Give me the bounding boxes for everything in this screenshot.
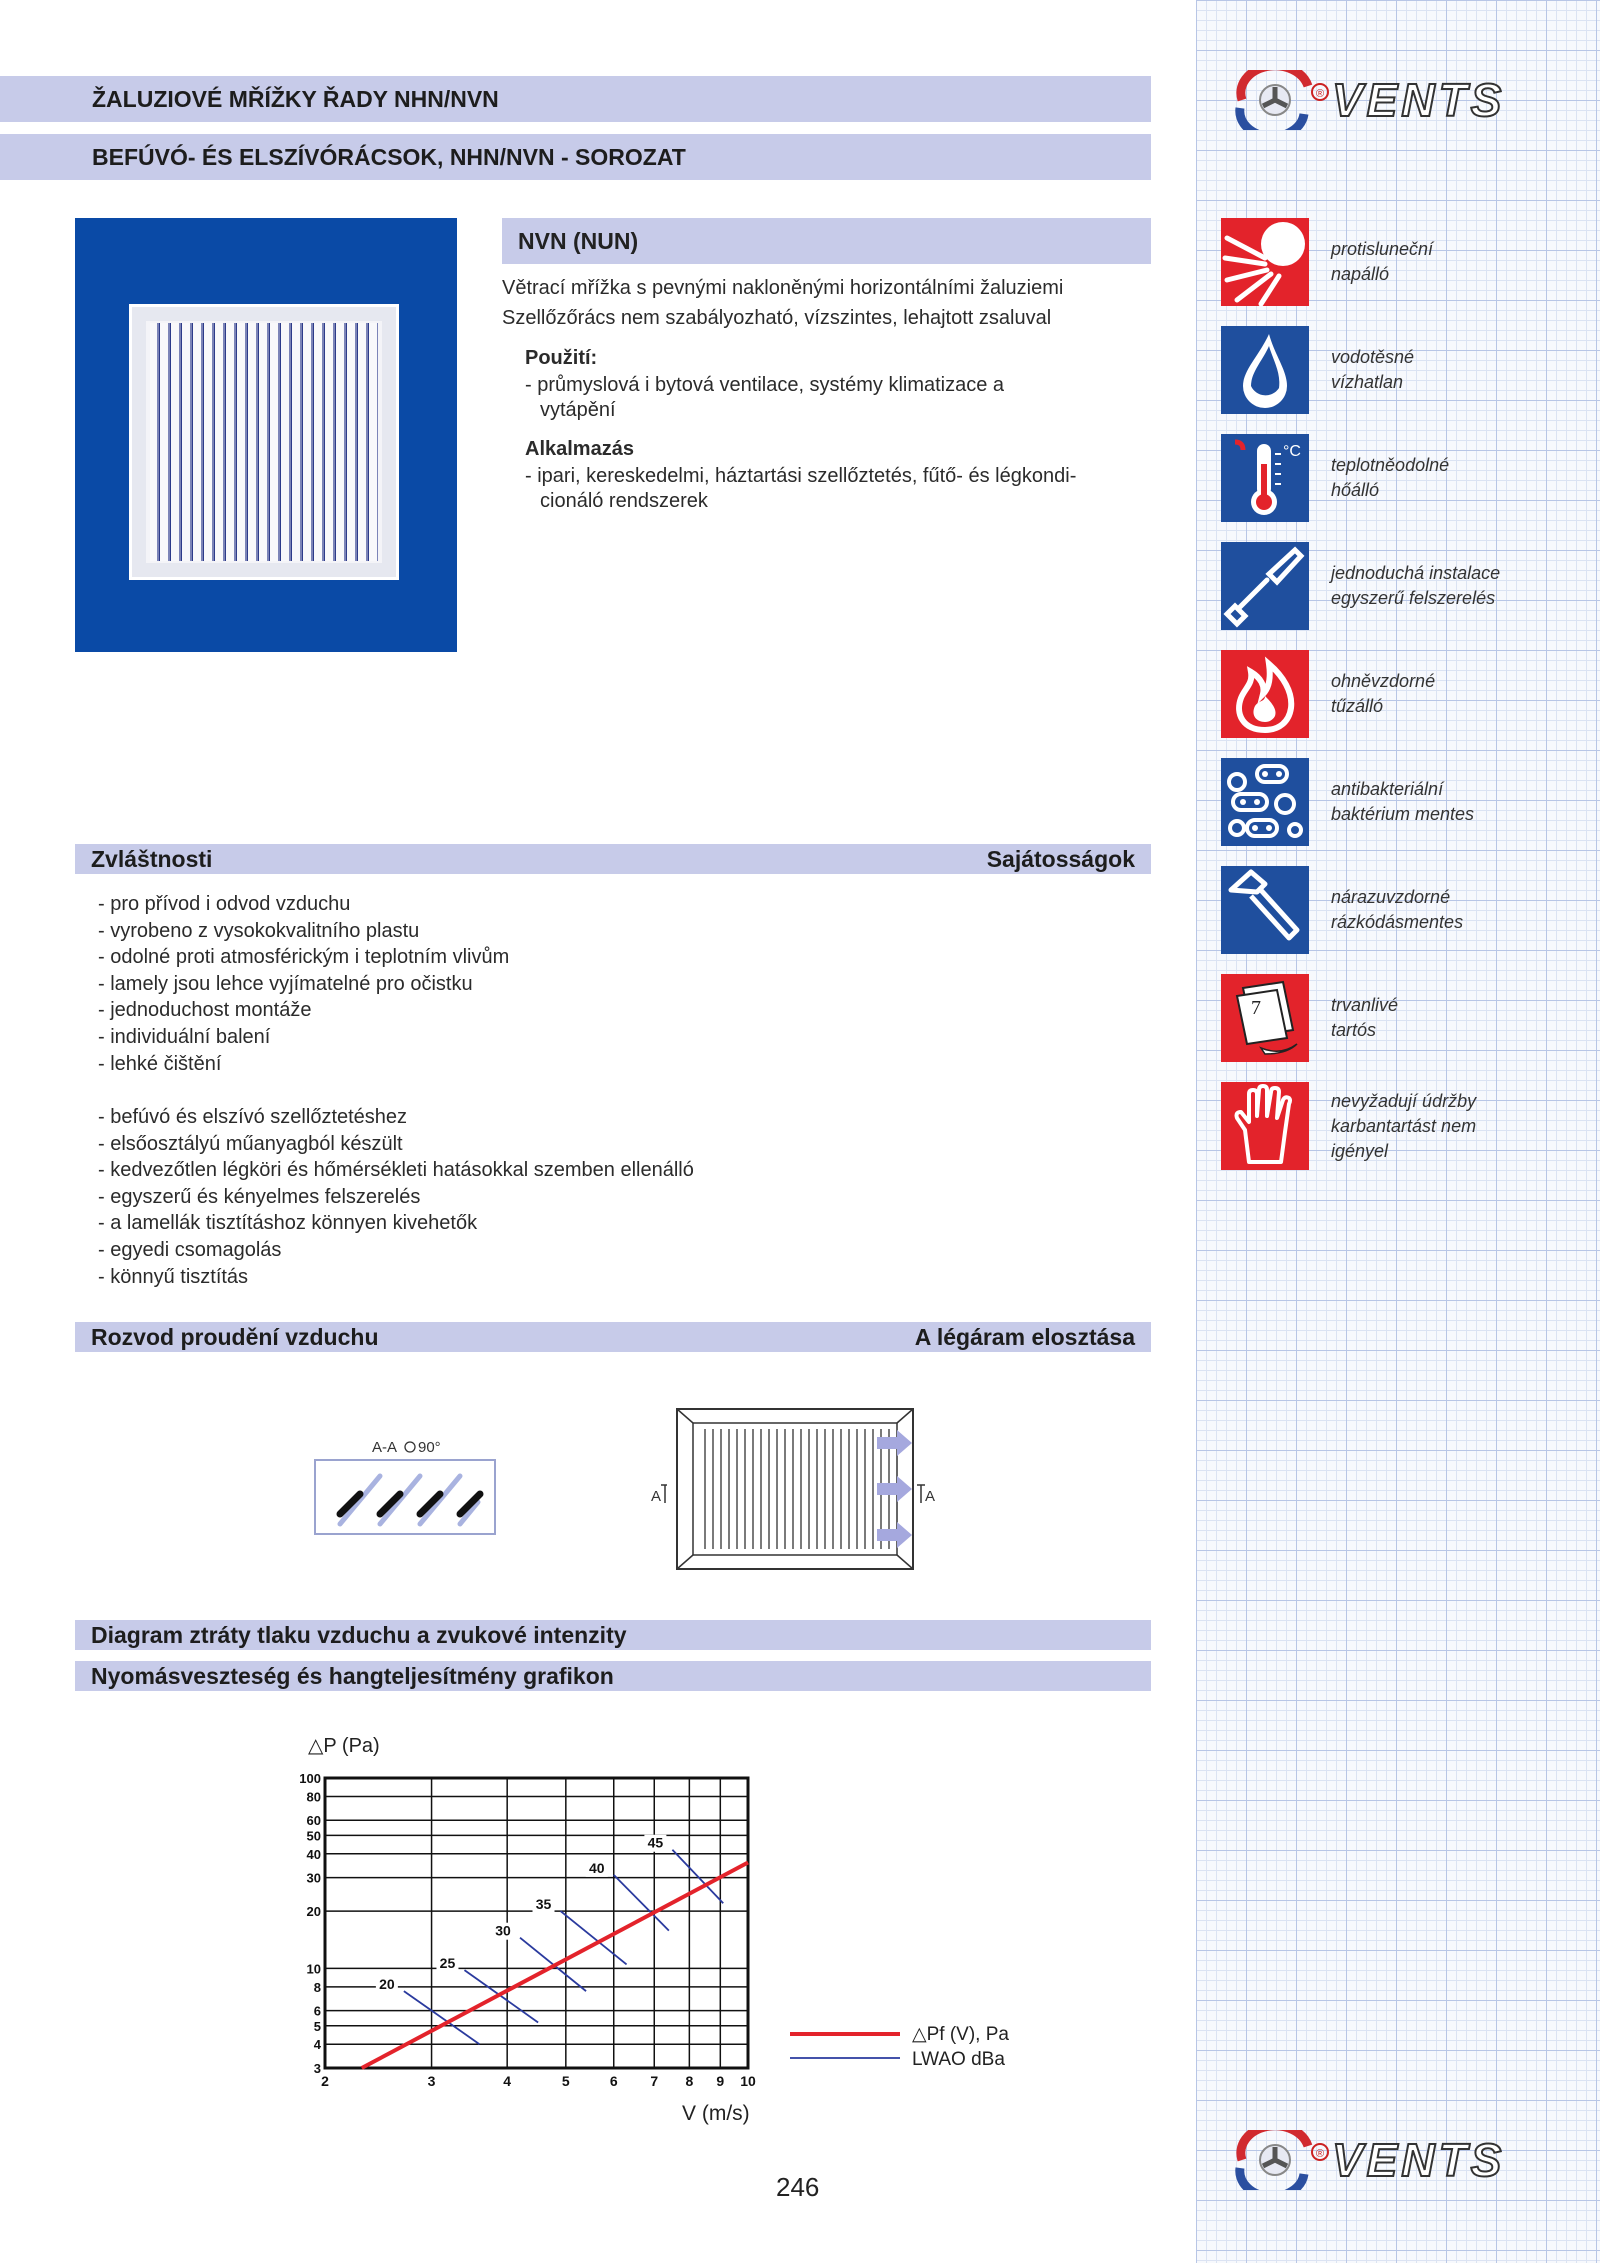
vents-logo-top — [1230, 70, 1570, 130]
sound-level-label: 35 — [535, 1896, 552, 1913]
x-tick-label: 6 — [609, 2073, 618, 2089]
x-tick-label: 5 — [561, 2073, 570, 2089]
use-line2-cz: vytápění — [540, 399, 616, 421]
legend-label-pressure: △Pf (V), Pa — [912, 2024, 1009, 2045]
svg-text:°C: °C — [1283, 443, 1301, 460]
page-number: 246 — [776, 2172, 820, 2202]
plot-area — [325, 1778, 748, 2068]
product-photo — [75, 218, 457, 652]
list-item: - könnyű tisztítás — [98, 1265, 249, 1288]
x-tick-label: 3 — [427, 2073, 436, 2089]
icon-label-bacteria: antibakteriální baktérium mentes — [1331, 779, 1475, 824]
list-item: - kedvezőtlen légköri és hőmérsékleti hatásokkal szemben ellenálló — [98, 1159, 694, 1182]
y-tick-label: 100 — [299, 1771, 321, 1786]
icon-label-thermo: teplotněodolné hőálló — [1331, 455, 1450, 500]
x-axis-label: V (m/s) — [682, 2102, 750, 2125]
airflow-title-cz: Rozvod proudění vzduchu — [91, 1324, 379, 1350]
product-code: NVN (NUN) — [518, 228, 639, 254]
diagram-title-cz: Diagram ztráty tlaku vzduchu a zvukové intenzity — [91, 1622, 627, 1648]
features-list-cz — [98, 891, 509, 1077]
sound-level-label: 45 — [647, 1834, 664, 1851]
registered-mark: ® — [1316, 2148, 1325, 2160]
page-title-cz: ŽALUZIOVÉ MŘÍŽKY ŘADY NHN/NVN — [92, 86, 499, 112]
hand-icon — [1221, 1082, 1309, 1170]
list-item: - a lamellák tisztításhoz könnyen kivehetők — [98, 1212, 478, 1235]
water-drop-icon — [1221, 326, 1309, 414]
y-axis-label: △P (Pa) — [308, 1735, 380, 1757]
icon-label-sun: protisluneční napálló — [1331, 239, 1434, 284]
product-code-band — [502, 218, 1151, 264]
icon-label-durable: trvanlivé tartós — [1331, 995, 1399, 1040]
title-band-hu — [0, 134, 1151, 180]
list-item: - lehké čištění — [98, 1052, 222, 1075]
brand-name: VENTS — [1332, 74, 1506, 126]
vents-logo-bottom — [1230, 2130, 1570, 2190]
features-list-hu — [98, 1104, 694, 1290]
angle-label: 90° — [418, 1439, 441, 1456]
icon-label-maintenance: nevyžadují údržby karbantartást nem igényel — [1331, 1091, 1477, 1161]
svg-text:7: 7 — [1251, 997, 1261, 1019]
x-tick-label: 9 — [716, 2073, 725, 2089]
registered-mark: ® — [1316, 88, 1325, 100]
icon-label-install: jednoduchá instalace egyszerű felszerelés — [1331, 563, 1501, 608]
y-tick-label: 20 — [306, 1904, 321, 1920]
list-item: - vyrobeno z vysokokvalitního plastu — [98, 919, 420, 942]
use-line1-hu: - ipari, kereskedelmi, háztartási szellőztetés, fűtő- és légkondi- — [525, 465, 1077, 487]
diagram-title-hu: Nyomásveszteség és hangteljesítmény grafikon — [91, 1663, 614, 1689]
list-item: - befúvó és elszívó szellőztetéshez — [98, 1106, 408, 1128]
hammer-icon — [1221, 866, 1309, 954]
y-tick-label: 8 — [313, 1979, 321, 1995]
list-item: - elsőosztályú műanyagból készült — [98, 1132, 403, 1155]
icon-label-water: vodotěsné vízhatlan — [1331, 347, 1415, 392]
bacteria-icon — [1221, 758, 1309, 846]
y-tick-label: 10 — [306, 1961, 321, 1977]
list-item: - egyedi csomagolás — [98, 1238, 282, 1261]
x-tick-label: 10 — [740, 2073, 756, 2089]
y-tick-label: 80 — [306, 1789, 321, 1805]
calendar-icon — [1221, 974, 1309, 1062]
brand-name: VENTS — [1332, 2134, 1506, 2186]
section-label: A-A — [372, 1439, 398, 1456]
x-tick-label: 4 — [503, 2073, 512, 2089]
thermometer-icon — [1221, 434, 1309, 522]
list-item: - egyszerű és kényelmes felszerelés — [98, 1185, 421, 1208]
list-item: - jednoduchost montáže — [98, 999, 312, 1022]
pressure-sound-chart — [270, 1720, 1020, 2140]
use-line2-hu: cionáló rendszerek — [540, 490, 708, 512]
diagram-band-cz — [75, 1620, 1151, 1650]
icon-label-fire: ohněvzdorné tűzálló — [1331, 671, 1436, 716]
x-tick-label: 2 — [321, 2073, 329, 2089]
y-tick-label: 60 — [306, 1813, 321, 1829]
marker-a-right: A — [925, 1488, 936, 1505]
section-aa-diagram — [300, 1420, 520, 1540]
y-tick-label: 30 — [306, 1870, 321, 1886]
y-tick-label: 5 — [313, 2018, 321, 2034]
diagram-band-hu — [75, 1661, 1151, 1691]
legend-label-sound: LWAO dBa — [912, 2049, 1005, 2070]
sun-icon — [1221, 218, 1309, 306]
sound-level-label: 20 — [379, 1976, 395, 1993]
use-title-cz: Použití: — [525, 347, 598, 369]
use-title-hu: Alkalmazás — [525, 438, 634, 460]
y-tick-label: 4 — [313, 2037, 321, 2053]
product-desc-hu: Szellőzőrács nem szabályozható, vízszintes, lehajtott zsaluval — [502, 307, 1052, 329]
y-tick-label: 40 — [306, 1846, 321, 1862]
marker-a-left: A — [651, 1488, 662, 1505]
sound-level-label: 40 — [588, 1859, 605, 1876]
page-title-hu: BEFÚVÓ- ÉS ELSZÍVÓRÁCSOK, NHN/NVN - SOROZAT — [92, 144, 686, 170]
sound-level-label: 30 — [495, 1922, 511, 1939]
y-tick-label: 50 — [306, 1828, 321, 1844]
y-tick-label: 3 — [313, 2061, 321, 2076]
icon-label-hammer: nárazuvzdorné rázkódásmentes — [1331, 887, 1464, 932]
grille-front-diagram — [645, 1405, 945, 1575]
features-band — [75, 844, 1151, 874]
features-title-hu: Sajátosságok — [986, 846, 1135, 872]
screwdriver-icon — [1221, 542, 1309, 630]
title-band-cz — [0, 76, 1151, 122]
list-item: - pro přívod i odvod vzduchu — [98, 893, 351, 915]
list-item: - individuální balení — [98, 1025, 271, 1048]
grille-slats — [150, 323, 378, 561]
airflow-title-hu: A légáram elosztása — [914, 1324, 1135, 1350]
x-tick-label: 8 — [685, 2073, 694, 2089]
use-line1-cz: - průmyslová i bytová ventilace, systémy klimatizace a — [525, 374, 1005, 396]
airflow-band — [75, 1322, 1151, 1352]
sound-level-label: 25 — [439, 1955, 456, 1972]
features-title-cz: Zvláštnosti — [91, 846, 213, 872]
product-desc-cz: Větrací mřížka s pevnými nakloněnými horizontálními žaluziemi — [502, 277, 1064, 299]
y-tick-label: 6 — [313, 2003, 321, 2019]
grille-frame — [129, 304, 399, 580]
flame-icon — [1221, 650, 1309, 738]
list-item: - odolné proti atmosférickým i teplotním vlivům — [98, 946, 510, 969]
x-tick-label: 7 — [650, 2073, 659, 2089]
list-item: - lamely jsou lehce vyjímatelné pro očistku — [98, 972, 473, 995]
